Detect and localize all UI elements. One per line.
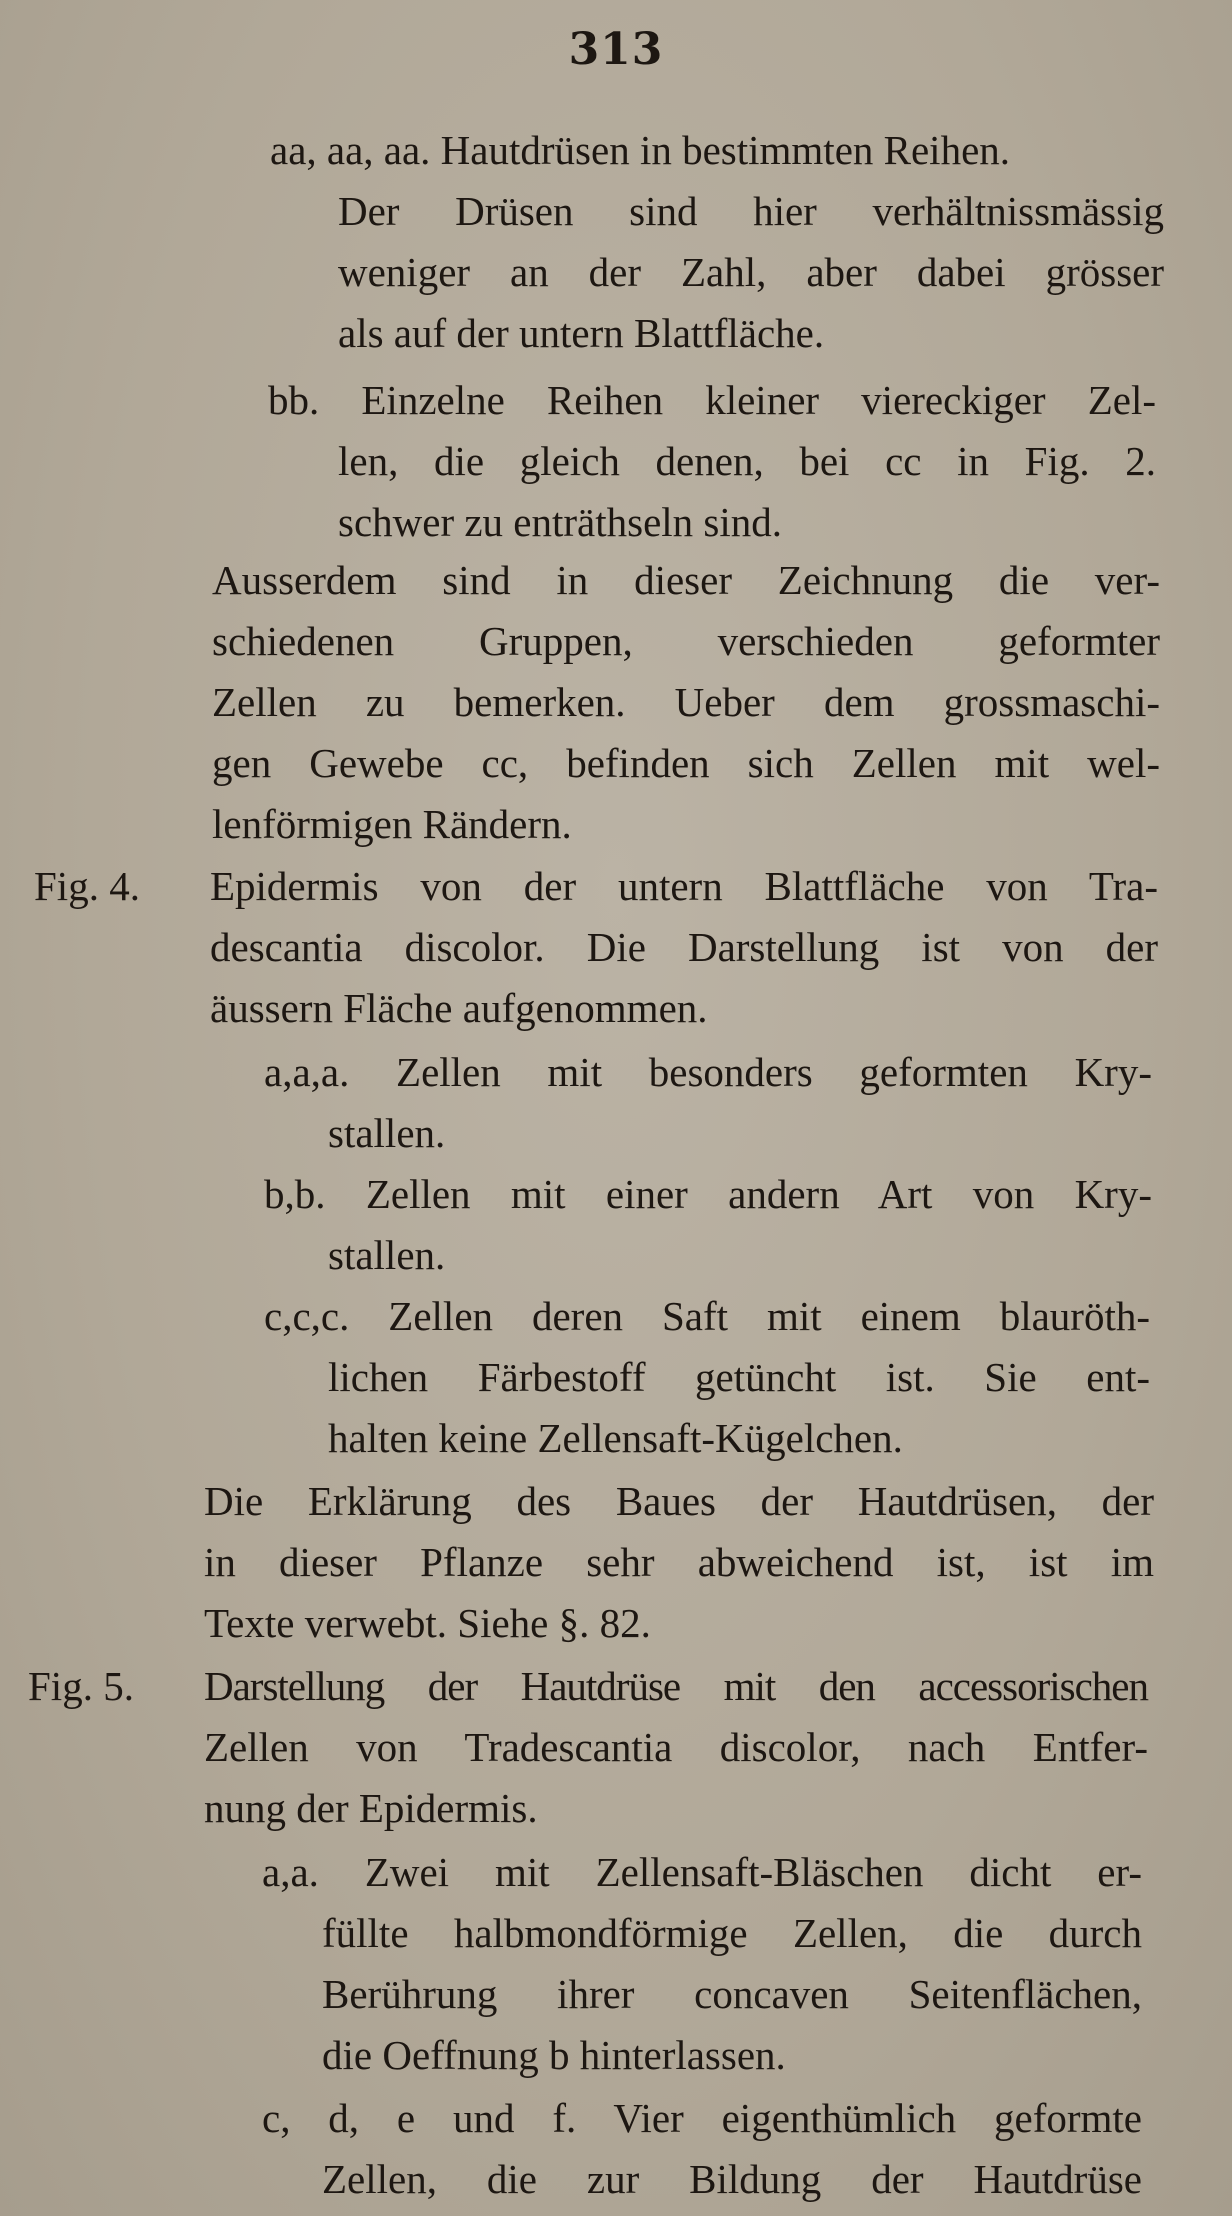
- text-line: nung der Epidermis.: [204, 1785, 538, 1831]
- text-line: Texte verwebt. Siehe §. 82.: [204, 1600, 651, 1646]
- text-line: c, d, e und f. Vier eigenthümlich geformte: [262, 2095, 1142, 2141]
- text-line: halten keine Zellensaft-Kügelchen.: [328, 1415, 903, 1461]
- text-line: lenförmigen Rändern.: [212, 801, 572, 847]
- text-line: b,b. Zellen mit einer andern Art von Kry-: [264, 1171, 1152, 1217]
- text-line: stallen.: [328, 1110, 446, 1156]
- text-line: Zellen, die zur Bildung der Hautdrüse: [322, 2156, 1142, 2202]
- figure-label-4: Fig. 4.: [34, 863, 140, 909]
- text-line: Die Erklärung des Baues der Hautdrüsen, der: [204, 1478, 1154, 1524]
- text-line: a,a,a. Zellen mit besonders geformten Kry-: [264, 1049, 1152, 1095]
- text-line: Ausserdem sind in dieser Zeichnung die ver-: [212, 557, 1160, 603]
- text-line: a,a. Zwei mit Zellensaft-Bläschen dicht er-: [262, 1849, 1142, 1895]
- text-line: c,c,c. Zellen deren Saft mit einem blauröth-: [264, 1293, 1150, 1339]
- figure-label-5: Fig. 5.: [28, 1663, 134, 1709]
- page-number: 313: [568, 24, 664, 75]
- text-line: schwer zu enträthseln sind.: [338, 499, 783, 545]
- text-line: die Oeffnung b hinterlassen.: [322, 2032, 786, 2078]
- text-line: äussern Fläche aufgenommen.: [210, 985, 708, 1031]
- text-line: Berührung ihrer concaven Seitenflächen,: [322, 1971, 1142, 2017]
- text-line: aa, aa, aa. Hautdrüsen in bestimmten Reihen.: [270, 127, 1011, 173]
- text-line: weniger an der Zahl, aber dabei grösser: [338, 249, 1164, 295]
- text-line: len, die gleich denen, bei cc in Fig. 2.: [338, 438, 1156, 484]
- text-line: stallen.: [328, 1232, 446, 1278]
- text-line: lichen Färbestoff getüncht ist. Sie ent-: [328, 1354, 1150, 1400]
- text-line: Epidermis von der untern Blattfläche von Tra-: [210, 863, 1158, 909]
- text-line: Der Drüsen sind hier verhältnissmässig: [338, 188, 1164, 234]
- text-line: in dieser Pflanze sehr abweichend ist, ist im: [204, 1539, 1154, 1585]
- text-line: füllte halbmondförmige Zellen, die durch: [322, 1910, 1142, 1956]
- text-line: als auf der untern Blattfläche.: [338, 310, 825, 356]
- text-line: Darstellung der Hautdrüse mit den accessorischen: [204, 1663, 1148, 1709]
- text-line: Zellen zu bemerken. Ueber dem grossmaschi-: [212, 679, 1160, 725]
- text-line: gen Gewebe cc, befinden sich Zellen mit wel-: [212, 740, 1160, 786]
- text-line: schiedenen Gruppen, verschieden geformter: [212, 618, 1160, 664]
- text-line: descantia discolor. Die Darstellung ist von der: [210, 924, 1158, 970]
- text-line: Zellen von Tradescantia discolor, nach Entfer-: [204, 1724, 1148, 1770]
- text-line: bb. Einzelne Reihen kleiner viereckiger Zel-: [268, 377, 1156, 423]
